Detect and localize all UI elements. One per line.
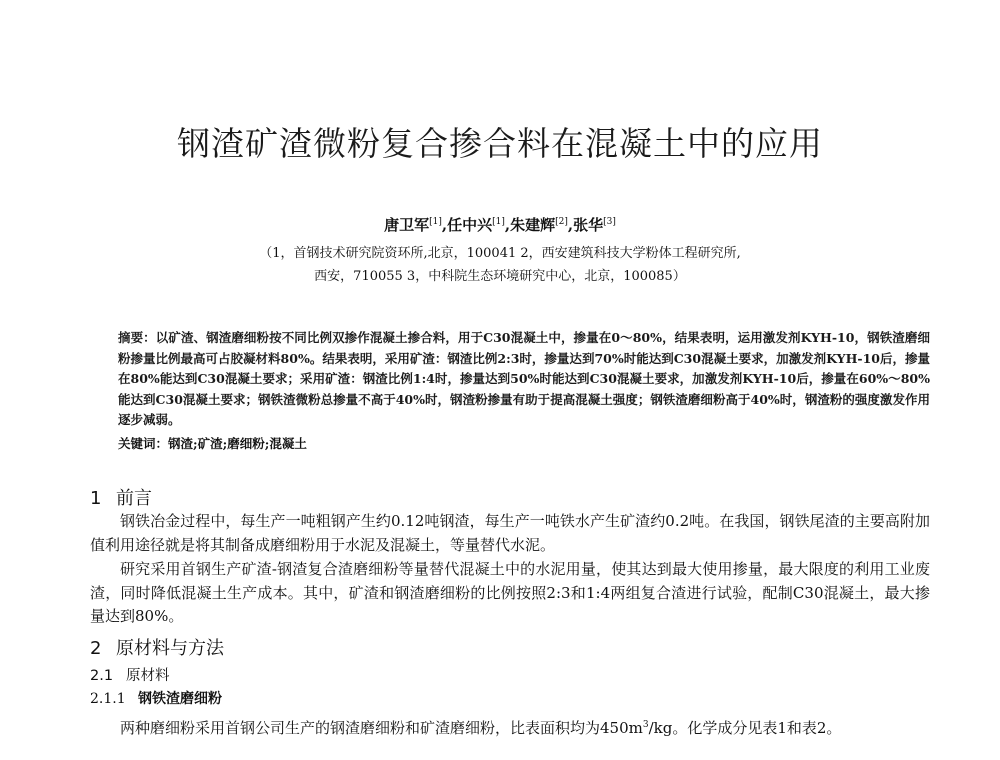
abstract-text: 以矿渣、钢渣磨细粉按不同比例双掺作混凝土掺合料，用于C30混凝土中，掺量在0～80%，结果表明，运用激发剂KYH-10，钢铁渣磨细粉掺量比例最高可占胶凝材料80%。结果表明，采用矿渣：钢渣比例2:3时，掺量达到70%时能达到C30混凝土要求，加激发剂KYH-10后，掺量在80%能达到C30混凝土要求；采用矿渣：钢渣比例1:4时，掺量达到50%时能达到C30混凝土要求，加激发剂KYH-10后，掺量在60%～80%能达到C30混凝土要求；钢铁渣微粉总掺量不高于40%时，钢渣粉掺量有助于提高混凝土强度；钢铁渣磨细粉高于40%时，钢渣粉的强度激发作用逐步减弱。 [118,330,930,427]
body-paragraph: 钢铁冶金过程中，每生产一吨粗钢产生约0.12吨钢渣，每生产一吨铁水产生矿渣约0.2吨。在我国，钢铁尾渣的主要高附加值利用途径就是将其制备成磨细粉用于水泥及混凝土，等量替代水泥。 [90,512,930,554]
subsubsection-heading-slag-powder [90,688,222,708]
section-heading-introduction [90,484,152,510]
section-number: 1 [90,488,102,509]
keywords-text: 钢渣;矿渣;磨细粉;混凝土 [168,436,307,451]
subsubsection-number: 2.1.1 [90,691,126,707]
subsubsection-title: 钢铁渣磨细粉 [138,691,222,707]
author-list: 唐卫军[1],任中兴[1],朱建辉[2],张华[3] [384,216,616,234]
author-affiliation-mark: [1] [492,217,505,227]
subsection-title: 原材料 [126,668,170,684]
unit-superscript: 3 [642,720,649,730]
affiliation-line: （1，首钢技术研究院资环所,北京，100041 2，西安建筑科技大学粉体工程研究所, [259,246,741,261]
affiliation-line: 西安，710055 3，中科院生态环境研究中心，北京，100085） [314,269,686,284]
author-name: 朱建辉 [510,216,556,234]
author-affiliation-mark: [3] [603,217,616,227]
subsection-number: 2.1 [90,668,114,684]
paragraph-text: /kg。化学成分见表1和表2。 [648,719,842,737]
keywords-label: 关键词： [118,436,169,451]
section-title: 前言 [116,488,152,509]
author-affiliation-mark: [2] [555,217,568,227]
body-paragraph [90,714,930,741]
section-title: 原材料与方法 [116,638,224,659]
author-affiliation-mark: [1] [429,217,442,227]
subsection-heading-raw-materials [90,664,170,685]
author-name: 唐卫军 [384,216,430,234]
body-paragraph: 研究采用首钢生产矿渣-钢渣复合渣磨细粉等量替代混凝土中的水泥用量，使其达到最大使用掺量，最大限度的利用工业废渣，同时降低混凝土生产成本。其中，矿渣和钢渣磨细粉的比例按照2:3和1:4两组复合渣进行试验，配制C30混凝土，最大掺量达到80%。 [90,560,930,625]
section-number: 2 [90,638,102,659]
paper-title: 钢渣矿渣微粉复合掺合料在混凝土中的应用 [177,124,823,163]
author-name: 张华 [573,216,604,234]
keywords [118,434,930,452]
abstract-label: 摘要： [118,330,156,345]
paragraph-text: 两种磨细粉采用首钢公司生产的钢渣磨细粉和矿渣磨细粉，比表面积均为450m [120,719,643,737]
abstract [118,328,930,431]
section-heading-materials-methods [90,634,224,660]
author-name: 任中兴 [447,216,493,234]
